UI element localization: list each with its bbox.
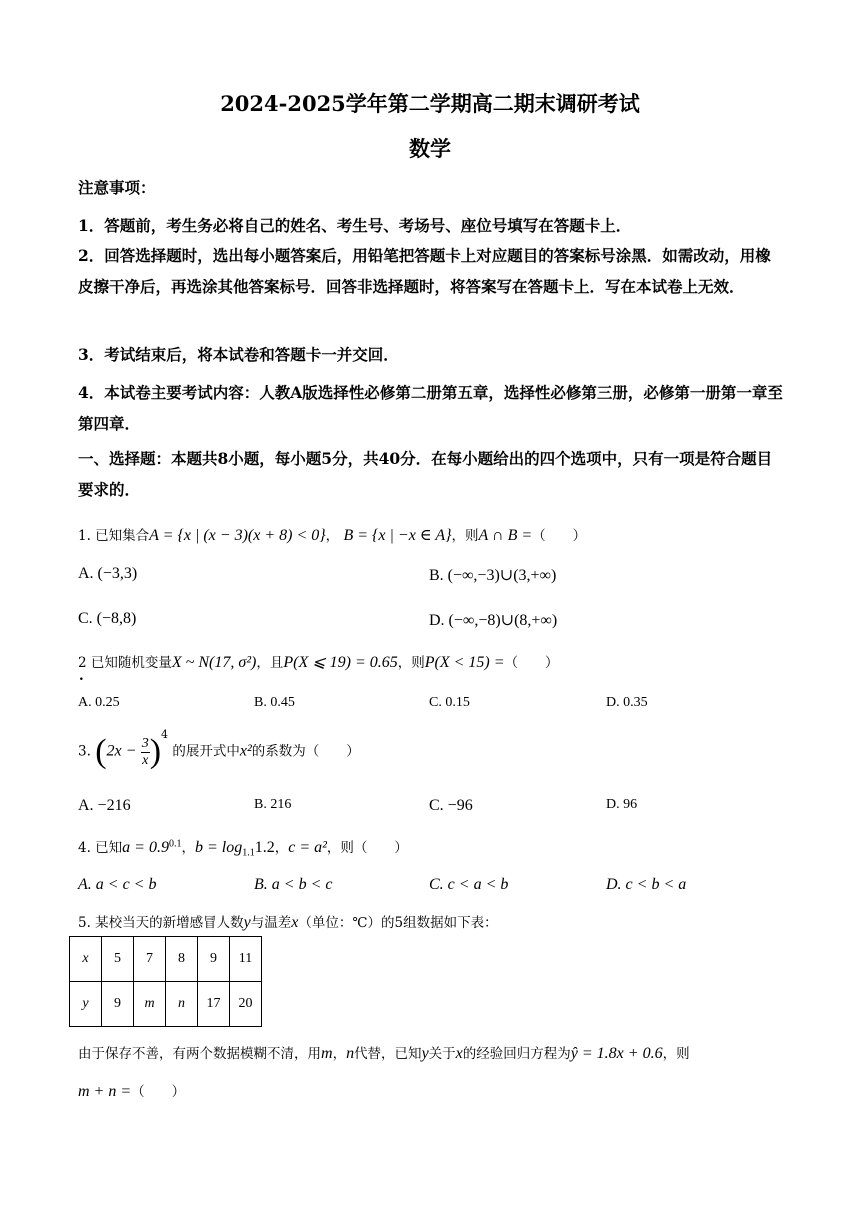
table-cell: 7: [134, 937, 166, 982]
notes-heading: 注意事项：: [78, 178, 156, 197]
q4-option-c[interactable]: C. c < a < b: [429, 876, 509, 893]
table-cell: 20: [230, 982, 262, 1027]
question-2-stem: 2 已知随机变量X ~ N(17, σ²)，且P(X ⩽ 19) = 0.65，则P(X < 15) =（ ）: [78, 654, 559, 671]
q2-prefix: 2 已知随机变量: [78, 655, 172, 671]
question-3-stem: 3. (2x − $\frac{3}{x}$ )$^4$ 的展开式中x²的系数为（ ）: [78, 728, 360, 770]
q4-option-b[interactable]: B. a < b < c: [254, 876, 333, 893]
question-5-body: 由于保存不善，有两个数据模糊不清，用m，n代替，已知y关于x的经验回归方程为ŷ = 1.8x + 0.6，则: [78, 1045, 690, 1062]
q1-set-a: A = {x | (x − 3)(x + 8) < 0}: [149, 527, 326, 544]
q2-dot: .: [79, 668, 84, 684]
question-5-ask: m + n =（ ）: [78, 1083, 186, 1100]
table-cell: 9: [198, 937, 230, 982]
q3-prefix: 3.: [78, 743, 91, 760]
q5-regression-equation: ŷ = 1.8x + 0.6: [570, 1045, 663, 1062]
q1-option-b[interactable]: B. (−∞,−3)∪(3,+∞): [429, 567, 557, 584]
q3-option-a[interactable]: A. −216: [78, 797, 131, 814]
q1-option-d[interactable]: D. (−∞,−8)∪(8,+∞): [429, 612, 558, 629]
question-4-stem: 4. 已知$a = 0.9^{0.1}$，$b = \log_{1.1}1.2$，c = a²，则（ ）: [78, 838, 408, 859]
q3-option-b[interactable]: B. 216: [254, 797, 292, 812]
q4-a: a = 0.9: [122, 839, 169, 856]
q1-expr: A ∩ B =: [478, 527, 533, 544]
q4-option-a[interactable]: A. a < c < b: [78, 876, 157, 893]
table-cell: 11: [230, 937, 262, 982]
table-cell: x: [70, 937, 102, 982]
q4-b: b = log: [194, 839, 243, 856]
note-item-3: 3．考试结束后，将本试卷和答题卡一并交回．: [78, 345, 399, 364]
q1-option-c[interactable]: C. (−8,8): [78, 610, 137, 627]
q2-option-d[interactable]: D. 0.35: [606, 695, 648, 710]
table-cell: 17: [198, 982, 230, 1027]
q2-expr: P(X < 15) =: [424, 654, 505, 671]
table-cell: y: [70, 982, 102, 1027]
q3-option-d[interactable]: D. 96: [606, 797, 638, 812]
q1-set-b: B = {x | −x ∈ A}: [343, 527, 452, 544]
table-cell: m: [134, 982, 166, 1027]
table-cell: n: [166, 982, 198, 1027]
question-5-intro: 5. 某校当天的新增感冒人数y与温差x（单位：℃）的5组数据如下表：: [78, 914, 498, 931]
subject-title: 数学: [409, 136, 451, 161]
q2-option-a[interactable]: A. 0.25: [78, 695, 120, 710]
q2-condition: P(X ⩽ 19) = 0.65: [283, 654, 398, 671]
q5-data-table: [69, 936, 262, 1027]
note-item-2: 2．回答选择题时，选出每小题答案后，用铅笔把答题卡上对应题目的答案标号涂黑．如需改动，用橡皮擦干净后，再选涂其他答案标号．回答非选择题时，将答案写在答题卡上．写在本试卷上无效．: [78, 246, 771, 296]
q3-option-c[interactable]: C. −96: [429, 797, 473, 814]
table-cell: 8: [166, 937, 198, 982]
section-heading: 一、选择题：本题共8小题，每小题5分，共40分．在每小题给出的四个选项中，只有一项是符合题目要求的．: [78, 449, 773, 499]
q4-option-d[interactable]: D. c < b < a: [606, 876, 687, 893]
note-item-1: 1．答题前，考生务必将自己的姓名、考生号、考场号、座位号填写在答题卡上．: [78, 216, 632, 235]
table-cell: 9: [102, 982, 134, 1027]
q3-fraction: $\frac{3}{x}$: [141, 735, 149, 768]
table-row-y: [70, 982, 262, 1027]
q2-option-b[interactable]: B. 0.45: [254, 695, 295, 710]
note-item-4: 4．本试卷主要考试内容：人教A版选择性必修第二册第五章，选择性必修第三册，必修第一册第一章至第四章．: [78, 383, 783, 433]
q2-option-c[interactable]: C. 0.15: [429, 695, 470, 710]
table-cell: 5: [102, 937, 134, 982]
exam-title: 2024-2025学年第二学期高二期末调研考试: [220, 91, 640, 116]
q1-option-a[interactable]: A. (−3,3): [78, 565, 138, 582]
q4-prefix: 4. 已知: [78, 840, 123, 856]
q3-base: 2x −: [106, 742, 137, 760]
q1-prefix: 1. 已知集合: [78, 528, 150, 544]
q2-distribution: X ~ N(17, σ²): [171, 654, 257, 671]
q3-power: 4: [161, 728, 169, 741]
table-row-x: [70, 937, 262, 982]
question-1-stem: 1. 已知集合A = {x | (x − 3)(x + 8) < 0}， B = {x | −x ∈ A}，则A ∩ B =（ ）: [78, 527, 587, 544]
q3-term: x²: [239, 742, 252, 760]
q4-c: c = a²: [288, 839, 327, 856]
